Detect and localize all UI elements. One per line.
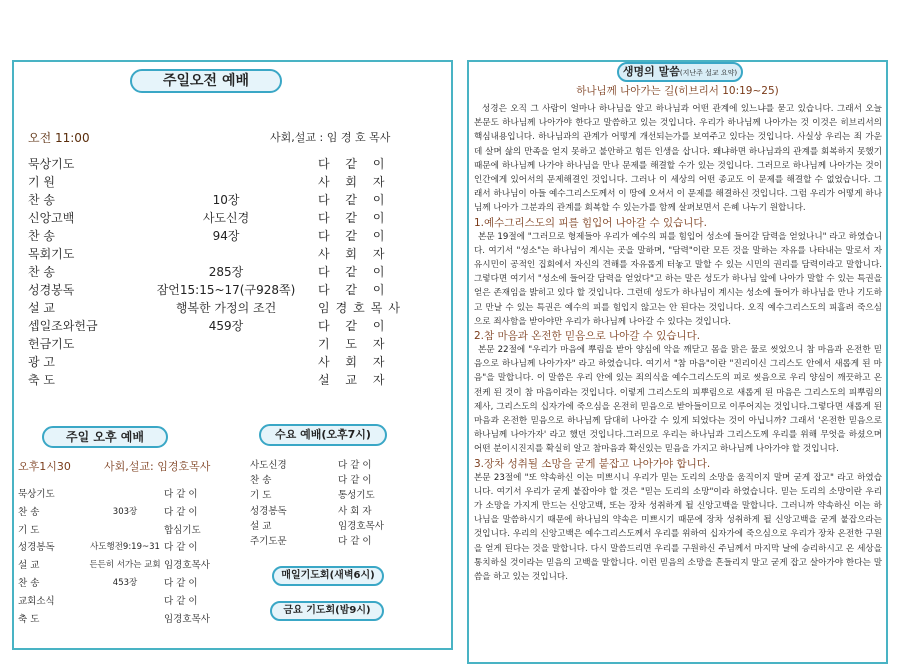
afternoon-service-title: 주일 오후 예배 [42,426,168,448]
afternoon-row-by: 다 같 이 [164,489,198,500]
sermon-body [474,102,882,584]
friday-prayer-badge: 금요 기도회(밤9시) [270,601,384,621]
morning-time: 오전 11:00 [28,131,90,145]
wednesday-row-item: 사도신경 [250,460,287,471]
afternoon-row-detail: 사도행전9:19~31 [90,542,160,553]
sermon-title-main: 생명의 말씀 [622,65,680,78]
morning-row-by: 사 회 자 [318,175,391,189]
daily-prayer-badge: 매일기도회(새벽6시) [272,566,384,586]
morning-row-detail: 94장 [212,229,240,243]
wednesday-row-item: 기 도 [250,490,272,502]
wednesday-service-title: 수요 예배(오후7시) [259,424,387,446]
wednesday-row-by: 다 같 이 [338,475,372,487]
sermon-point-3: 3.장차 성취될 소망을 굳게 붙잡고 나아가야 합니다. [474,457,711,470]
morning-row-by: 사 회 자 [318,355,391,369]
afternoon-row-item: 찬 송 [18,578,40,589]
wednesday-row-by: 다 같 이 [338,536,372,547]
afternoon-row-item: 축 도 [18,613,40,625]
wednesday-row-by: 임경호목사 [338,520,384,532]
afternoon-leader: 사회,설교: 임경호목사 [104,460,211,473]
afternoon-row-item: 설 교 [18,560,40,572]
wednesday-row-item: 찬 송 [250,475,272,487]
sermon-intro: 성경은 오직 그 사람이 얼마나 하나님을 알고 하나님과 어떤 관계에 있느냐를 묻고 있습니다. 그래서 오늘 본문도 하나님께 나아가야 한다고 말씀하고 있는 것입니다. 우리가 하나님께 나아가는 것 이것은 히브리서의 핵심내용입니다. 하나님과의 관계가 어떻게 개선되는가를 보여주고 있다는 것입니다. 사실상 우리는 죄 가운데 살며 삶의 만족을 얻지 못하고 불안하고 힘든 인생을 삽니다. 왜냐하면 하나님과의 관계를 회복하지 못했기 때문에 하나님께 나가야 하나님을 만나 문제를 해결할 수가 있는 것입니다. 그러므로 하나님께 나아가는 것이 인간에게 있어서의 문제해결인 것입니다. 그러나 이 세상의 어떤 종교도 이 문제를 해결할 수 없었습니다. 그래서 하나님이 아들 예수그리스도께서 이 땅에 오셔서 이 문제를 해결하신 것입니다. 그럼 우리가 어떻게 하나님께 나아가 그분과의 관계를 회복할 수 있는가를 함께 살펴보면서 은혜 나누기 원합니다. [474,104,882,214]
morning-row-item: 광 고 [28,355,55,369]
morning-row-detail: 285장 [208,265,244,279]
wednesday-row-item: 주기도문 [250,536,287,547]
wednesday-row-item: 설 교 [250,520,272,532]
morning-row-detail: 잠언15:15~17(구928쪽) [156,283,296,297]
sermon-title [617,62,743,82]
morning-row-by: 다 같 이 [318,193,391,207]
morning-row-detail: 사도신경 [202,211,250,225]
worship-order-panel [12,60,453,650]
afternoon-row-by: 임경호목사 [164,613,210,625]
afternoon-row-item: 찬 송 [18,506,40,518]
morning-row-item: 찬 송 [28,193,55,207]
morning-row-item: 신앙고백 [28,211,75,225]
wednesday-row-item: 성경봉독 [250,505,287,517]
sermon-subtitle: 하나님께 나아가는 길(히브리서 10:19~25) [576,85,779,97]
sermon-point-2: 2.참 마음과 온전한 믿음으로 나아갈 수 있습니다. [474,330,701,343]
morning-row-item: 묵상기도 [28,157,75,171]
sermon-body-2: 본문 22절에 "우리가 마음에 뿌림을 받아 양심에 악을 깨닫고 몸을 맑은 물로 씻었으니 참 마음과 온전한 믿음으로 하나님께 나아가자" 라고 하였습니다. 여기서 "참 마음"이란 "진리이신 그리스도 안에서 새롭게 된 마음"을 말합니다. 이 말씀은 우리 안에 있는 죄의식을 예수그리스도의 피로 씻음으로 우리 양심이 깨끗하고 온전케 된 것이 참 마음이라는 것입니다. 이렇게 그리스도의 피뿌림으로 새롭게 된 마음은 그리스도의 피뿌림의 제사, 그리스도의 십자가에 죽으심을 온전히 믿음으로 받아들이므로 이루어지는 것입니다.그렇다면 새롭게 된 마음과 온전한 믿음으로 하나님께 담대히 나아갈 수 있게 되었다는 것이 아닙니까? 그래서 '온전한 믿음으로 하나님께 나아가자' 라고 했던 것입니다.그러므로 우리는 하나님과 그리스도께 우리를 위해 무엇을 하셨으며 어떤 분이시진지를 확실히 알고 참마음과 확신있는 믿음을 가지고 하나님께 나아가야 할 것입니다. [474,345,882,455]
morning-row-item: 축 도 [28,373,55,387]
morning-row-by: 다 같 이 [318,319,391,333]
wednesday-row-by: 사 회 자 [338,505,372,517]
afternoon-row-by: 다 같 이 [164,595,198,607]
afternoon-row-by: 다 같 이 [164,506,198,518]
afternoon-row-item: 성경봉독 [18,542,55,554]
afternoon-row-item: 기 도 [18,524,40,536]
sermon-title-sub: (지난주 설교 요약) [679,69,738,77]
morning-row-item: 찬 송 [28,265,55,279]
morning-row-by: 기 도 자 [318,337,391,351]
afternoon-row-detail: 303장 [112,506,138,517]
afternoon-row-detail: 든든히 서가는 교회 [89,560,161,571]
sermon-point-1: 1.예수그리스도의 피를 힘입어 나아갈 수 있습니다. [474,216,707,229]
morning-row-by: 다 같 이 [318,211,391,225]
afternoon-row-detail: 453장 [112,578,138,588]
sermon-body-1: 본문 19절에 "그러므로 형제들아 우리가 예수의 피를 힘입어 성소에 들어갈 담력을 얻었나니" 라고 하였습니다. 여기서 "성소"는 하나님이 계시는 곳을 말하며, "담력"이란 모든 것을 말하는 자유를 나타내는 말로서 자유시민이 공적인 집회에서 자신의 견해를 자유롭게 터놓고 말할 수 있는 시민의 권리를 담력이라고 말합니다. 그렇다면 여기서 "성소에 들어갈 담력을 얻었다"고 하는 말은 성도가 하나님 앞에 나아가 말할 수 있는 특권을 얻은 존재임을 밝히고 있다 할 것입니다. 그런데 성도가 하나님이 계시는 성소에 들어가 하나님을 만나 기도하고 만날 수 있는 특권은 예수의 피를 힘입지 않고는 안 된다는 것입니다. 오직 예수그리스도의 피흘려 죽으심으로 죄사함을 받아야만 우리가 하나님께 나아갈 수 있다는 것입니다. [474,231,882,327]
morning-row-item: 목회기도 [28,247,75,261]
morning-row-item: 성경봉독 [28,283,75,297]
morning-row-item: 기 원 [28,175,55,189]
morning-row-by: 다 같 이 [318,265,391,279]
morning-row-item: 설 교 [28,301,55,315]
afternoon-row-by: 다 같 이 [164,542,198,554]
afternoon-row-by: 다 같 이 [164,578,198,589]
wednesday-row-by: 다 같 이 [338,460,372,471]
sermon-body-3: 본문 23절에 "또 약속하신 이는 미쁘시니 우리가 믿는 도리의 소망을 움직이지 말며 굳게 잡고" 라고 하였습니다. 여기서 우리가 굳게 붙잡아야 할 것은 "믿는 도리의 소망"이라 하였습니다. 믿는 도리의 소망이란 우리가 소망을 가지게 만드는 신앙고백, 또는 장차 성취하게 될 신앙고백을 말합니다. 그러니까 약속하신 이는 하나님을 말씀하시기 때문에 하나님의 약속은 미쁘시기 때문에 장차 성취하게 될 신앙고백을 굳게 붙잡으라는 것입니다. 우리의 신앙고백은 예수그리스도께서 우리를 위하여 십자가에 죽으심으로 우리가 장차 온전한 구원을 얻게 된다는 것을 말합니다. 다시 말씀드리면 우리를 구원하신 주님께서 마지막 날에 승리하시고 온 세상을 통치하실 것이라는 믿음의 고백을 말합니다. 이런 믿음의 소망을 흔들리지 말고 굳게 잡고 살아가야 한다는 말씀을 하고 있는 것입니다. [474,472,882,583]
morning-row-item: 헌금기도 [28,337,75,351]
morning-row-by: 다 같 이 [318,229,391,243]
morning-row-item: 셉일조와헌금 [28,319,98,333]
morning-row-by: 임경호목사 [318,301,406,315]
afternoon-time: 오후1시30 [18,460,71,473]
wednesday-row-by: 통성기도 [338,490,375,502]
morning-row-by: 설 교 자 [318,373,391,387]
afternoon-row-item: 교회소식 [18,595,55,607]
morning-row-by: 다 같 이 [318,283,391,297]
afternoon-row-by: 합심기도 [164,524,201,536]
morning-row-by: 사 회 자 [318,247,391,261]
morning-leader: 사회,설교 : 임 경 호 목사 [270,131,391,144]
sermon-summary-panel [467,60,888,664]
morning-row-detail: 행복한 가정의 조건 [175,301,277,315]
morning-row-by: 다 같 이 [318,157,391,171]
afternoon-row-item: 묵상기도 [18,489,55,500]
morning-row-detail: 459장 [208,319,244,333]
afternoon-row-by: 임경호목사 [164,560,210,572]
morning-service-title: 주일오전 예배 [130,69,282,93]
morning-row-detail: 10장 [212,193,240,207]
morning-row-item: 찬 송 [28,229,55,243]
